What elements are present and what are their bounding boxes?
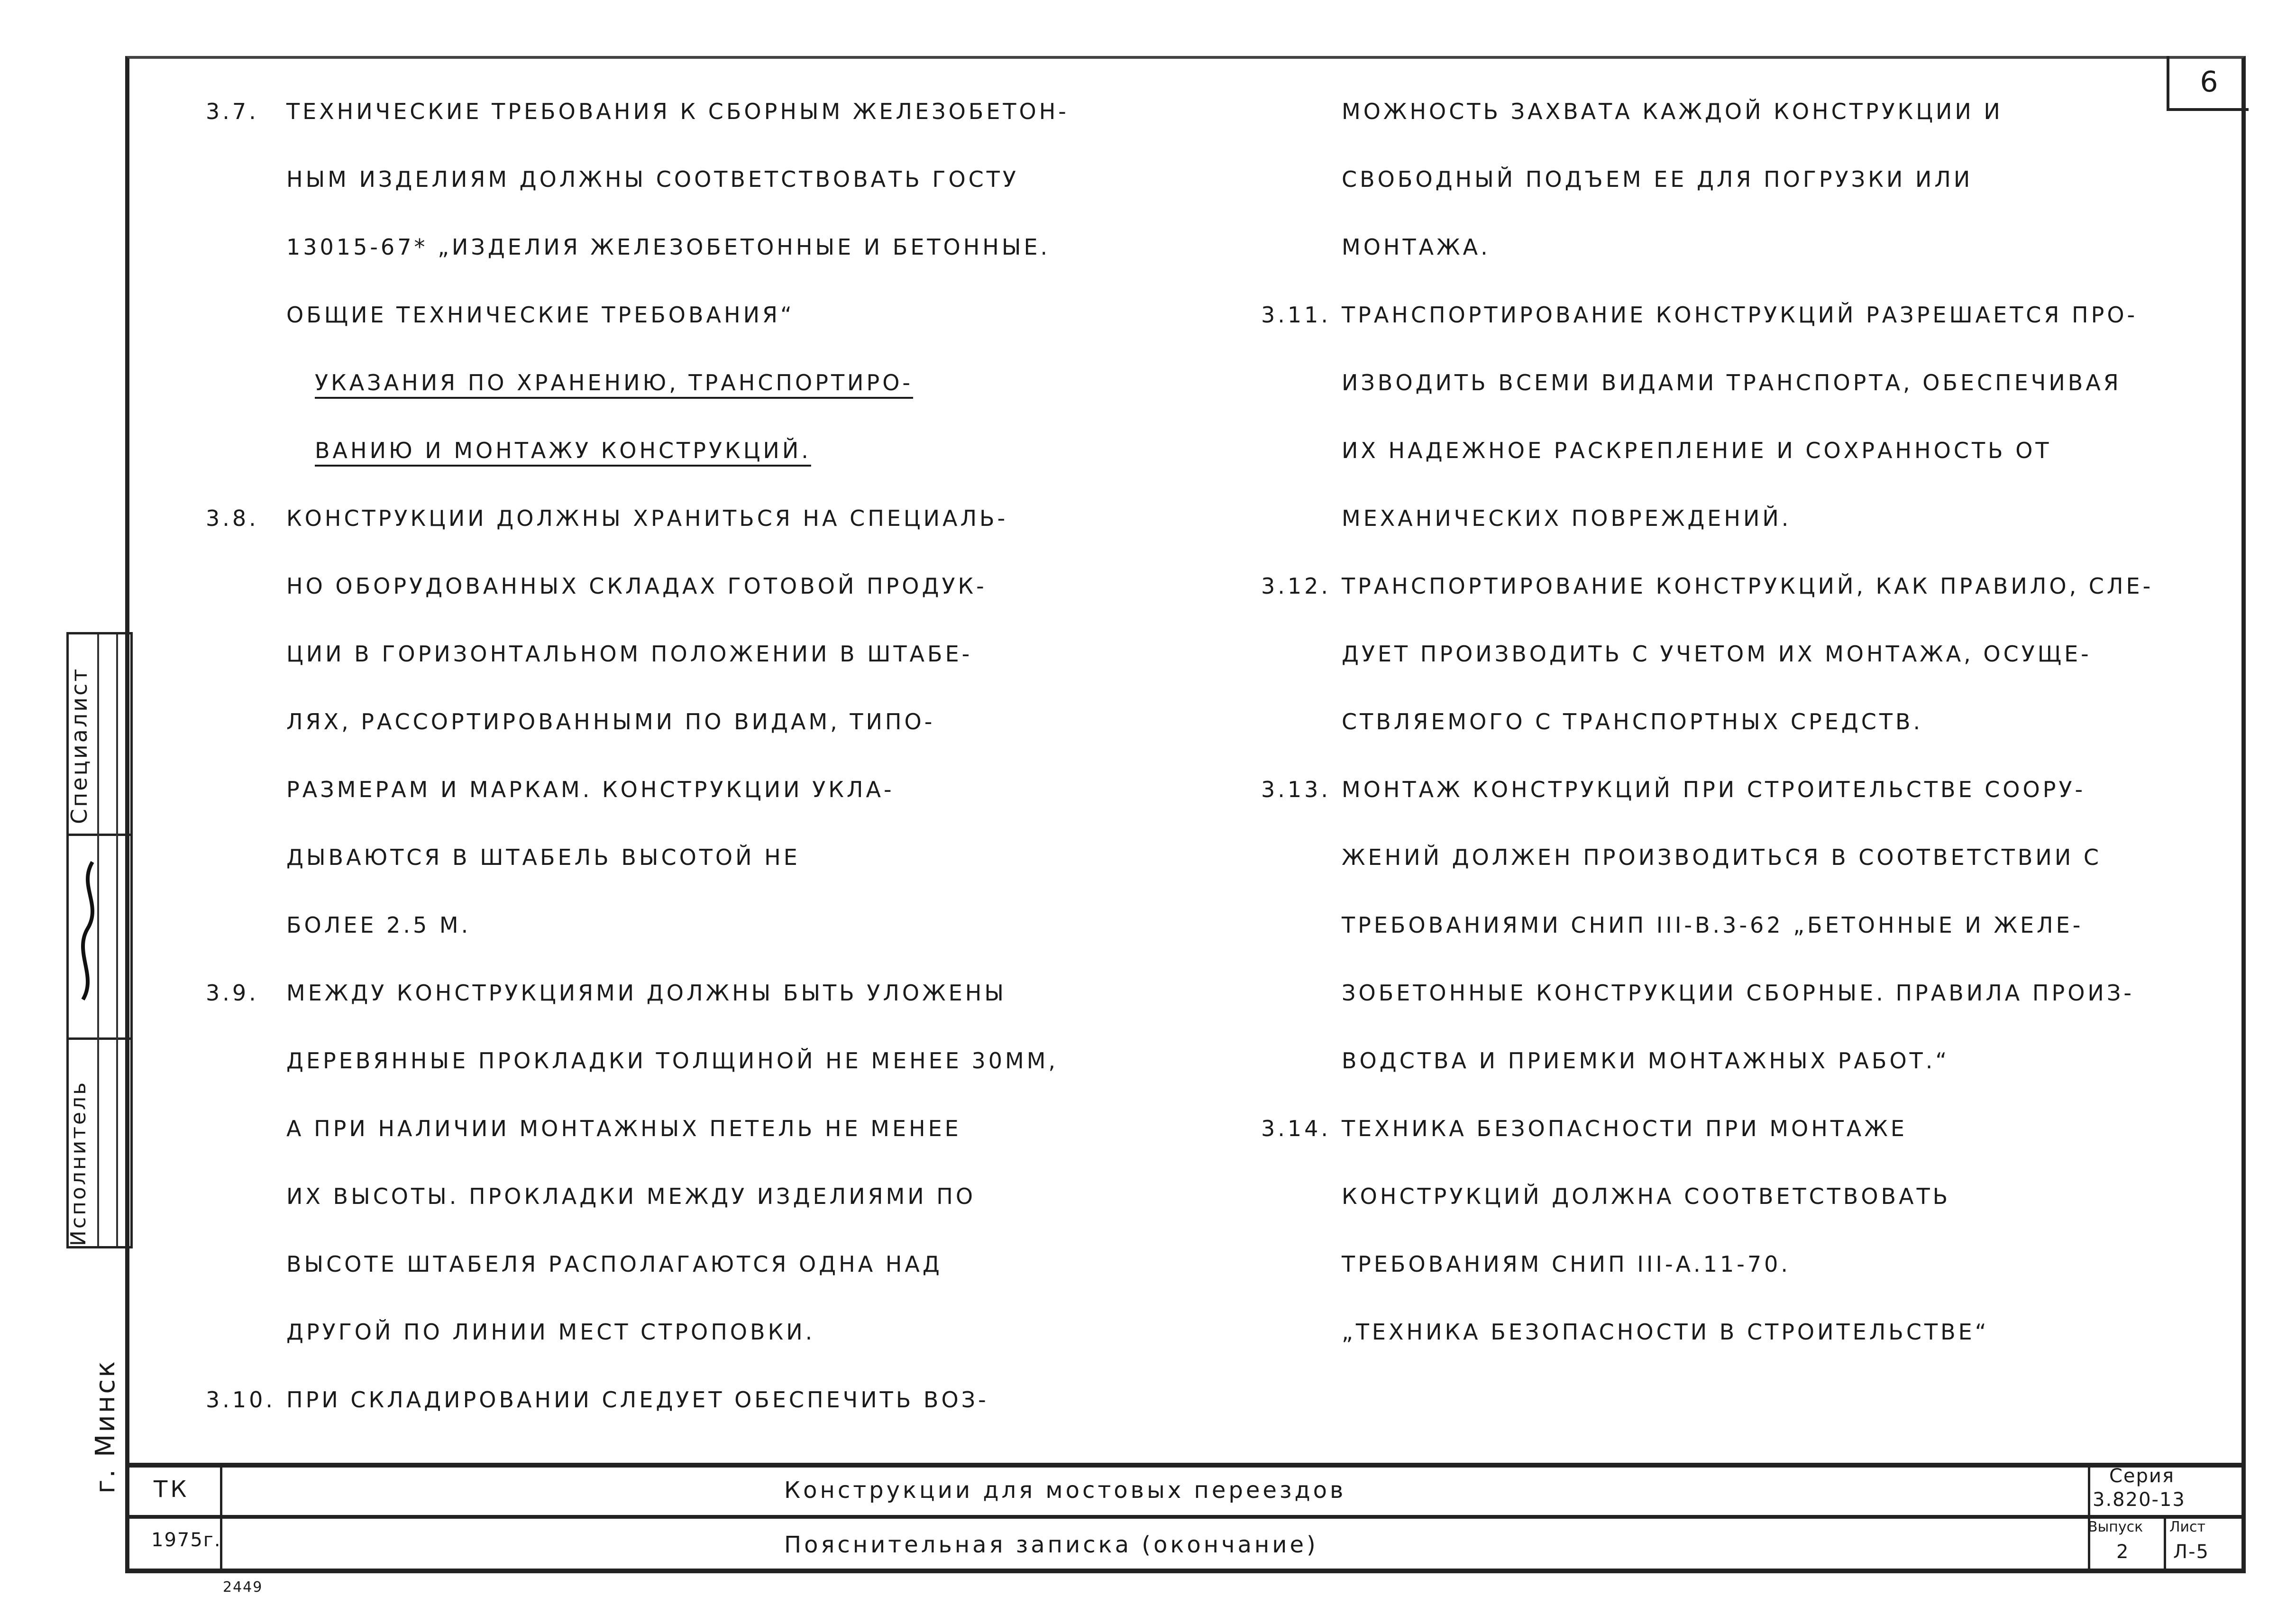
clause-number: 3.14. (1261, 1116, 1331, 1141)
line-text: ТЕХНИКА БЕЗОПАСНОСТИ ПРИ МОНТАЖЕ (1342, 1116, 1907, 1141)
clause-number: 3.7. (206, 99, 259, 124)
stamp-divider (69, 1037, 130, 1040)
line-text: ВАНИЮ И МОНТАЖУ КОНСТРУКЦИЙ. (315, 438, 811, 463)
sheet-value: Л-5 (2173, 1541, 2209, 1563)
line-text: ЛЯХ, РАССОРТИРОВАННЫМИ ПО ВИДАМ, ТИПО- (286, 709, 935, 734)
line-text: ТРЕБОВАНИЯМИ СНИП III-В.3-62 „БЕТОННЫЕ И ЖЕЛЕ- (1342, 912, 2084, 938)
issue-value: 2 (2116, 1541, 2130, 1563)
line-text: УКАЗАНИЯ ПО ХРАНЕНИЮ, ТРАНСПОРТИРО- (315, 370, 914, 395)
line-text: МОНТАЖА. (1342, 234, 1491, 260)
sheet-label: Лист (2169, 1519, 2206, 1535)
issue-label: Выпуск (2088, 1519, 2143, 1535)
line-text: ПРИ СКЛАДИРОВАНИИ СЛЕДУЕТ ОБЕСПЕЧИТЬ ВОЗ- (286, 1387, 989, 1413)
org-code: ТК (154, 1476, 190, 1503)
title-block-left-divider (220, 1468, 222, 1573)
stamp-role-2: Специалист (66, 667, 92, 824)
year: 1975г. (151, 1529, 221, 1551)
line-text: ТРЕБОВАНИЯМ СНИП III-А.11-70. (1342, 1251, 1791, 1277)
line-text: 13015-67* „ИЗДЕЛИЯ ЖЕЛЕЗОБЕТОННЫЕ И БЕТОННЫЕ. (286, 234, 1051, 260)
line-text: ИХ ВЫСОТЫ. ПРОКЛАДКИ МЕЖДУ ИЗДЕЛИЯМИ ПО (286, 1184, 976, 1209)
line-text: БОЛЕЕ 2.5 М. (286, 912, 471, 938)
city: г. Минск (90, 1359, 121, 1494)
footer-note: 2449 (223, 1579, 263, 1596)
title-block-sheet-divider (2164, 1519, 2166, 1573)
series-value: 3.820-13 (2093, 1489, 2186, 1511)
line-text: ДЫВАЮТСЯ В ШТАБЕЛЬ ВЫСОТОЙ НЕ (286, 844, 800, 870)
stamp-divider (69, 834, 130, 836)
side-stamp (66, 632, 133, 1248)
line-text: ВЫСОТЕ ШТАБЕЛЯ РАСПОЛАГАЮТСЯ ОДНА НАД (286, 1251, 942, 1277)
line-text: ЦИИ В ГОРИЗОНТАЛЬНОМ ПОЛОЖЕНИИ В ШТАБЕ- (286, 641, 973, 667)
line-text: СВОБОДНЫЙ ПОДЪЕМ ЕЕ ДЛЯ ПОГРУЗКИ ИЛИ (1342, 166, 1973, 192)
line-text: РАЗМЕРАМ И МАРКАМ. КОНСТРУКЦИИ УКЛА- (286, 777, 895, 802)
title-block-divider (125, 1515, 2246, 1519)
stamp-divider (116, 634, 118, 1246)
signature (73, 857, 107, 1009)
line-text: ОБЩИЕ ТЕХНИЧЕСКИЕ ТРЕБОВАНИЯ“ (286, 302, 795, 328)
line-text: ДУЕТ ПРОИЗВОДИТЬ С УЧЕТОМ ИХ МОНТАЖА, ОСУЩЕ- (1342, 641, 2092, 667)
document-title: Конструкции для мостовых переездов (784, 1477, 1346, 1504)
clause-number: 3.10. (206, 1387, 276, 1413)
clause-number: 3.8. (206, 505, 259, 531)
clause-number: 3.11. (1261, 302, 1331, 328)
line-text: МЕЖДУ КОНСТРУКЦИЯМИ ДОЛЖНЫ БЫТЬ УЛОЖЕНЫ (286, 980, 1006, 1006)
line-text: ТРАНСПОРТИРОВАНИЕ КОНСТРУКЦИЙ РАЗРЕШАЕТСЯ ПРО- (1342, 302, 2138, 328)
series-label: Серия (2109, 1465, 2175, 1487)
line-text: ТРАНСПОРТИРОВАНИЕ КОНСТРУКЦИЙ, КАК ПРАВИЛО, СЛЕ- (1342, 573, 2154, 599)
document-subtitle: Пояснительная записка (окончание) (784, 1532, 1318, 1558)
line-text: МОНТАЖ КОНСТРУКЦИЙ ПРИ СТРОИТЕЛЬСТВЕ СООРУ- (1342, 777, 2086, 802)
line-text: КОНСТРУКЦИИ ДОЛЖНЫ ХРАНИТЬСЯ НА СПЕЦИАЛЬ- (286, 505, 1008, 531)
line-text: ЗОБЕТОННЫЕ КОНСТРУКЦИИ СБОРНЫЕ. ПРАВИЛА ПРОИЗ- (1342, 980, 2134, 1006)
line-text: ИХ НАДЕЖНОЕ РАСКРЕПЛЕНИЕ И СОХРАННОСТЬ ОТ (1342, 438, 2052, 463)
clause-number: 3.12. (1261, 573, 1331, 599)
line-text: ТЕХНИЧЕСКИЕ ТРЕБОВАНИЯ К СБОРНЫМ ЖЕЛЕЗОБЕТОН- (286, 99, 1069, 124)
line-text: МОЖНОСТЬ ЗАХВАТА КАЖДОЙ КОНСТРУКЦИИ И (1342, 99, 2003, 124)
line-text: ВОДСТВА И ПРИЕМКИ МОНТАЖНЫХ РАБОТ.“ (1342, 1048, 1950, 1073)
line-text: ИЗВОДИТЬ ВСЕМИ ВИДАМИ ТРАНСПОРТА, ОБЕСПЕЧИВАЯ (1342, 370, 2122, 395)
clause-number: 3.13. (1261, 777, 1331, 802)
stamp-role-1: Исполнитель (66, 1080, 91, 1246)
line-text: КОНСТРУКЦИЙ ДОЛЖНА СООТВЕТСТВОВАТЬ (1342, 1184, 1951, 1209)
line-text: НО ОБОРУДОВАННЫХ СКЛАДАХ ГОТОВОЙ ПРОДУК- (286, 573, 987, 599)
line-text: „ТЕХНИКА БЕЗОПАСНОСТИ В СТРОИТЕЛЬСТВЕ“ (1342, 1319, 1989, 1345)
line-text: ДРУГОЙ ПО ЛИНИИ МЕСТ СТРОПОВКИ. (286, 1319, 815, 1345)
line-text: А ПРИ НАЛИЧИИ МОНТАЖНЫХ ПЕТЕЛЬ НЕ МЕНЕЕ (286, 1116, 961, 1141)
line-text: ЖЕНИЙ ДОЛЖЕН ПРОИЗВОДИТЬСЯ В СООТВЕТСТВИИ С (1342, 844, 2102, 870)
line-text: НЫМ ИЗДЕЛИЯМ ДОЛЖНЫ СООТВЕТСТВОВАТЬ ГОСТУ (286, 166, 1019, 192)
sheet-number: 6 (2167, 56, 2249, 111)
clause-number: 3.9. (206, 980, 259, 1006)
line-text: ДЕРЕВЯННЫЕ ПРОКЛАДКИ ТОЛЩИНОЙ НЕ МЕНЕЕ 30ММ, (286, 1048, 1059, 1073)
line-text: СТВЛЯЕМОГО С ТРАНСПОРТНЫХ СРЕДСТВ. (1342, 709, 1923, 734)
line-text: МЕХАНИЧЕСКИХ ПОВРЕЖДЕНИЙ. (1342, 505, 1792, 531)
title-block (125, 1463, 2246, 1573)
